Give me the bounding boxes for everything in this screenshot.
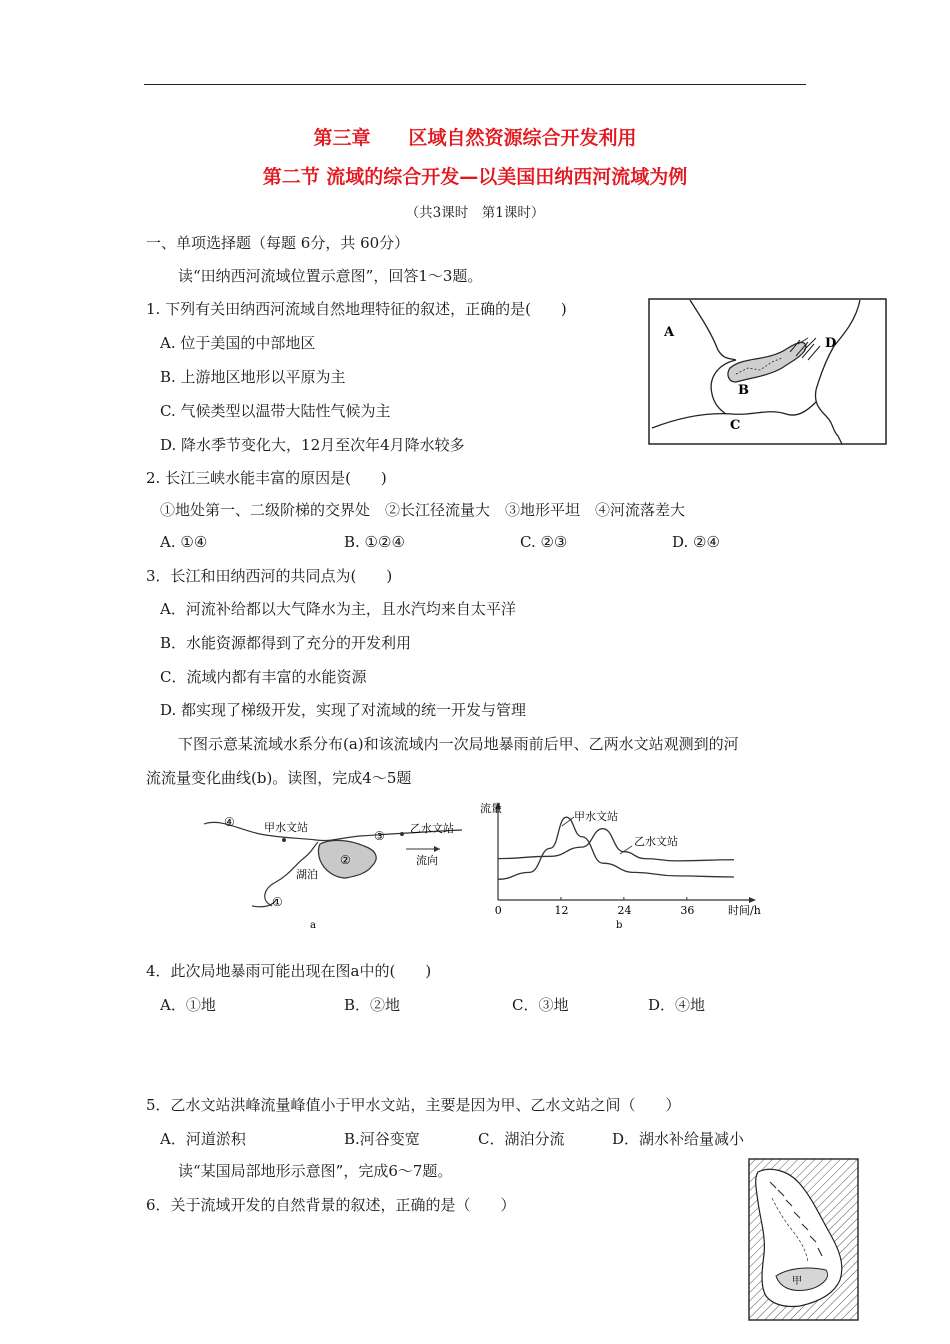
figa-caption: a: [310, 920, 316, 930]
lesson-info: （共3课时 第1课时）: [405, 205, 545, 221]
x-tick-label-0: 0: [494, 904, 502, 917]
x-tick-label-3: 36: [680, 904, 695, 917]
q3-option-a: A．河流补给都以大气降水为主，且水汽均来自太平洋: [160, 600, 516, 618]
q4-stem: 4．此次局地暴雨可能出现在图a中的( ): [146, 962, 432, 980]
figa-lake-label: 湖泊: [296, 868, 318, 881]
q3-stem: 3．长江和田纳西河的共同点为( ): [146, 567, 393, 585]
series-label-jia: 甲水文站: [574, 810, 618, 823]
q2-stem: 2. 长江三峡水能丰富的原因是( ): [146, 469, 387, 487]
series-line-yi: [498, 829, 734, 861]
figa-site-3: ③: [374, 829, 385, 843]
figa-site-2: ②: [340, 853, 351, 867]
q4-option-d: D．④地: [648, 996, 706, 1014]
series-line-jia: [498, 817, 734, 879]
map1-label-d: D: [825, 336, 837, 351]
series-label-yi: 乙水文站: [634, 835, 678, 848]
q4-option-a: A．①地: [160, 996, 216, 1014]
map1-label-b: B: [738, 383, 749, 398]
header-rule: [144, 84, 806, 85]
q5-option-b: B.河谷变宽: [344, 1130, 420, 1148]
intro-q4-5-line2: 流流量变化曲线(b)。读图，完成4～5题: [146, 769, 412, 787]
terrain-map: [748, 1158, 860, 1322]
figure-b-flow-chart: [478, 798, 782, 932]
q3-option-d: D. 都实现了梯级开发，实现了对流域的统一开发与管理: [160, 701, 527, 719]
q1-option-c: C. 气候类型以温带大陆性气候为主: [160, 402, 391, 420]
x-tick-label-1: 12: [554, 904, 569, 917]
q5-stem: 5．乙水文站洪峰流量峰值小于甲水文站，主要是因为甲、乙水文站之间（ ）: [146, 1096, 681, 1114]
q5-option-a: A．河道淤积: [160, 1130, 246, 1148]
q3-option-c: C．流域内都有丰富的水能资源: [160, 668, 367, 686]
q2-option-c: C. ②③: [520, 533, 568, 551]
figure-a-drainage-map: [200, 808, 480, 930]
q1-option-b: B. 上游地区地形以平原为主: [160, 368, 346, 386]
chart-x-label: 时间/h: [728, 904, 761, 917]
figa-station-yi: 乙水文站: [410, 822, 454, 835]
intro-q1-3: 读“田纳西河流域位置示意图”，回答1～3题。: [178, 267, 483, 285]
q4-option-b: B．②地: [344, 996, 401, 1014]
part-heading: 一、单项选择题（每题 6分，共 60分）: [146, 234, 410, 252]
q5-option-c: C．湖泊分流: [478, 1130, 565, 1148]
map1-label-c: C: [730, 418, 741, 433]
q5-option-d: D．湖水补给量减小: [612, 1130, 745, 1148]
q2-option-d: D. ②④: [672, 533, 720, 551]
q4-option-c: C．③地: [512, 996, 569, 1014]
q2-items: ①地处第一、二级阶梯的交界处 ②长江径流量大 ③地形平坦 ④河流落差大: [160, 501, 686, 519]
q2-option-a: A. ①④: [160, 533, 208, 551]
q6-stem: 6．关于流域开发的自然背景的叙述，正确的是（ ）: [146, 1196, 516, 1214]
section-title: 第二节 流域的综合开发—以美国田纳西河流域为例: [262, 166, 688, 188]
q2-option-b: B. ①②④: [344, 533, 405, 551]
q1-option-d: D. 降水季节变化大，12月至次年4月降水较多: [160, 436, 465, 454]
figb-caption: b: [616, 920, 623, 931]
figa-site-4: ④: [224, 815, 235, 829]
q1-stem: 1. 下列有关田纳西河流域自然地理特征的叙述，正确的是( ): [146, 300, 567, 318]
figa-station-jia: 甲水文站: [264, 821, 308, 834]
q1-option-a: A. 位于美国的中部地区: [160, 334, 316, 352]
q3-option-b: B．水能资源都得到了充分的开发利用: [160, 634, 412, 652]
chapter-title: 第三章 区域自然资源综合开发利用: [313, 127, 637, 149]
map1-label-a: A: [664, 325, 675, 340]
terrain-label-jia: 甲: [792, 1276, 802, 1287]
tennessee-basin-map: [648, 298, 888, 446]
x-tick-label-2: 24: [617, 904, 632, 917]
intro-q4-5-line1: 下图示意某流域水系分布(a)和该流域内一次局地暴雨前后甲、乙两水文站观测到的河: [178, 735, 739, 753]
figa-flow-direction: 流向: [416, 854, 438, 867]
figa-site-1: ①: [272, 895, 283, 909]
intro-q6-7: 读“某国局部地形示意图”，完成6～7题。: [178, 1162, 453, 1180]
chart-y-label: 流量: [480, 802, 502, 815]
